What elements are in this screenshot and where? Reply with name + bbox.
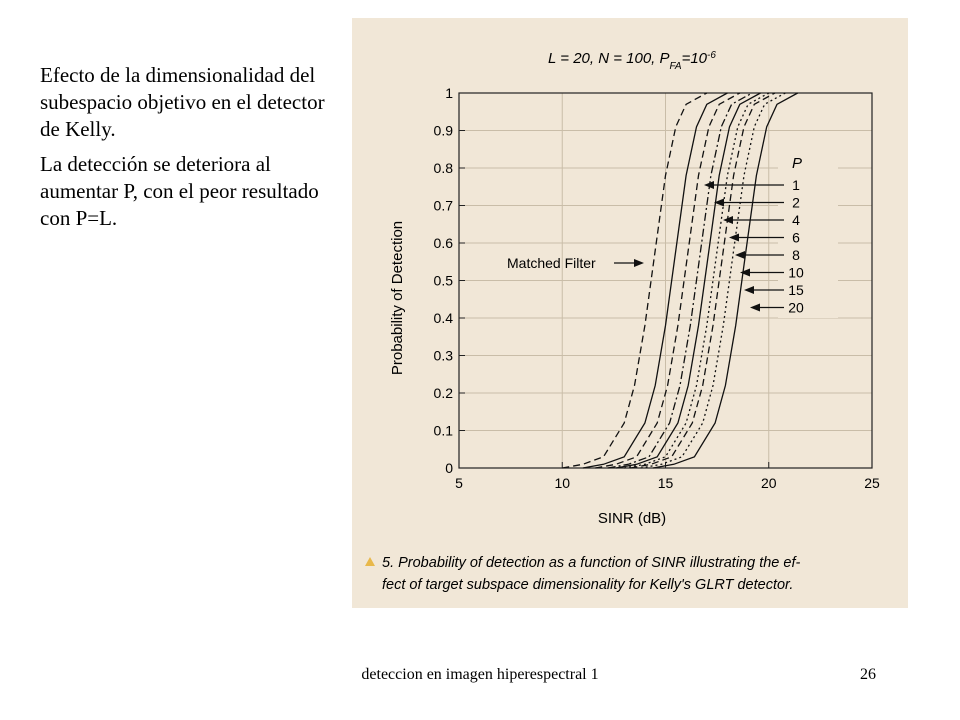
- figure-caption-line-2: fect of target subspace dimensionality for Kelly's GLRT detector.: [382, 577, 794, 593]
- legend-label: 8: [792, 247, 800, 263]
- legend-label: 1: [792, 177, 800, 193]
- legend-label: 15: [788, 282, 804, 298]
- legend-arrow-icon: [740, 269, 750, 277]
- legend-label: 4: [792, 212, 800, 228]
- x-tick-label: 5: [455, 475, 463, 491]
- legend-label: 6: [792, 229, 800, 246]
- y-tick-label: 0.8: [433, 160, 453, 176]
- y-axis-label: Probability of Detection: [389, 220, 406, 376]
- figure-caption-line-1: 5. Probability of detection as a function of SINR illustrating the ef-: [382, 555, 801, 571]
- x-tick-label: 10: [554, 475, 571, 491]
- slide-text: [40, 62, 340, 240]
- page-number: 26: [860, 666, 876, 683]
- legend-label: 10: [788, 264, 804, 281]
- slide-paragraph-1: Efecto de la dimensionalidad del subespacio objetivo en el detector de Kelly.: [40, 63, 325, 141]
- matched-filter-annotation: Matched Filter: [507, 255, 596, 271]
- figure-panel: [352, 18, 908, 608]
- legend-background: [778, 138, 838, 318]
- caption-triangle-icon: [365, 557, 375, 566]
- y-tick-label: 0.9: [433, 122, 453, 139]
- x-tick-label: 20: [760, 475, 777, 491]
- y-tick-label: 0.3: [433, 347, 453, 364]
- y-tick-label: 0.4: [433, 310, 453, 326]
- probability-of-detection-chart: [352, 18, 908, 608]
- legend-arrow-icon: [735, 251, 745, 259]
- legend-label: 2: [792, 194, 800, 211]
- chart-title: L = 20, N = 100, $P_{FA}=10^{-6}$: [548, 49, 716, 72]
- x-axis-label: SINR (dB): [597, 510, 667, 527]
- y-tick-label: 0.1: [433, 422, 453, 439]
- legend-arrow-icon: [729, 234, 739, 242]
- legend: [507, 138, 838, 318]
- legend-title: P: [792, 155, 803, 172]
- legend-label: 20: [788, 299, 804, 316]
- x-tick-label: 25: [864, 475, 880, 491]
- y-tick-label: 0.7: [433, 197, 453, 214]
- annotation-arrow-icon: [634, 259, 644, 267]
- x-tick-label: 15: [657, 475, 674, 491]
- y-tick-label: 1: [445, 85, 453, 101]
- y-tick-label: 0.2: [433, 385, 453, 401]
- y-tick-label: 0.5: [433, 272, 453, 289]
- slide-paragraph-2: La detección se deteriora al aumentar P, con el peor resultado con P=L.: [40, 152, 319, 230]
- y-tick-label: 0: [445, 460, 453, 476]
- y-tick-label: 0.6: [433, 235, 453, 251]
- legend-arrow-icon: [744, 286, 754, 294]
- legend-arrow-icon: [750, 304, 760, 312]
- footer-text: deteccion en imagen hiperespectral 1: [361, 666, 599, 683]
